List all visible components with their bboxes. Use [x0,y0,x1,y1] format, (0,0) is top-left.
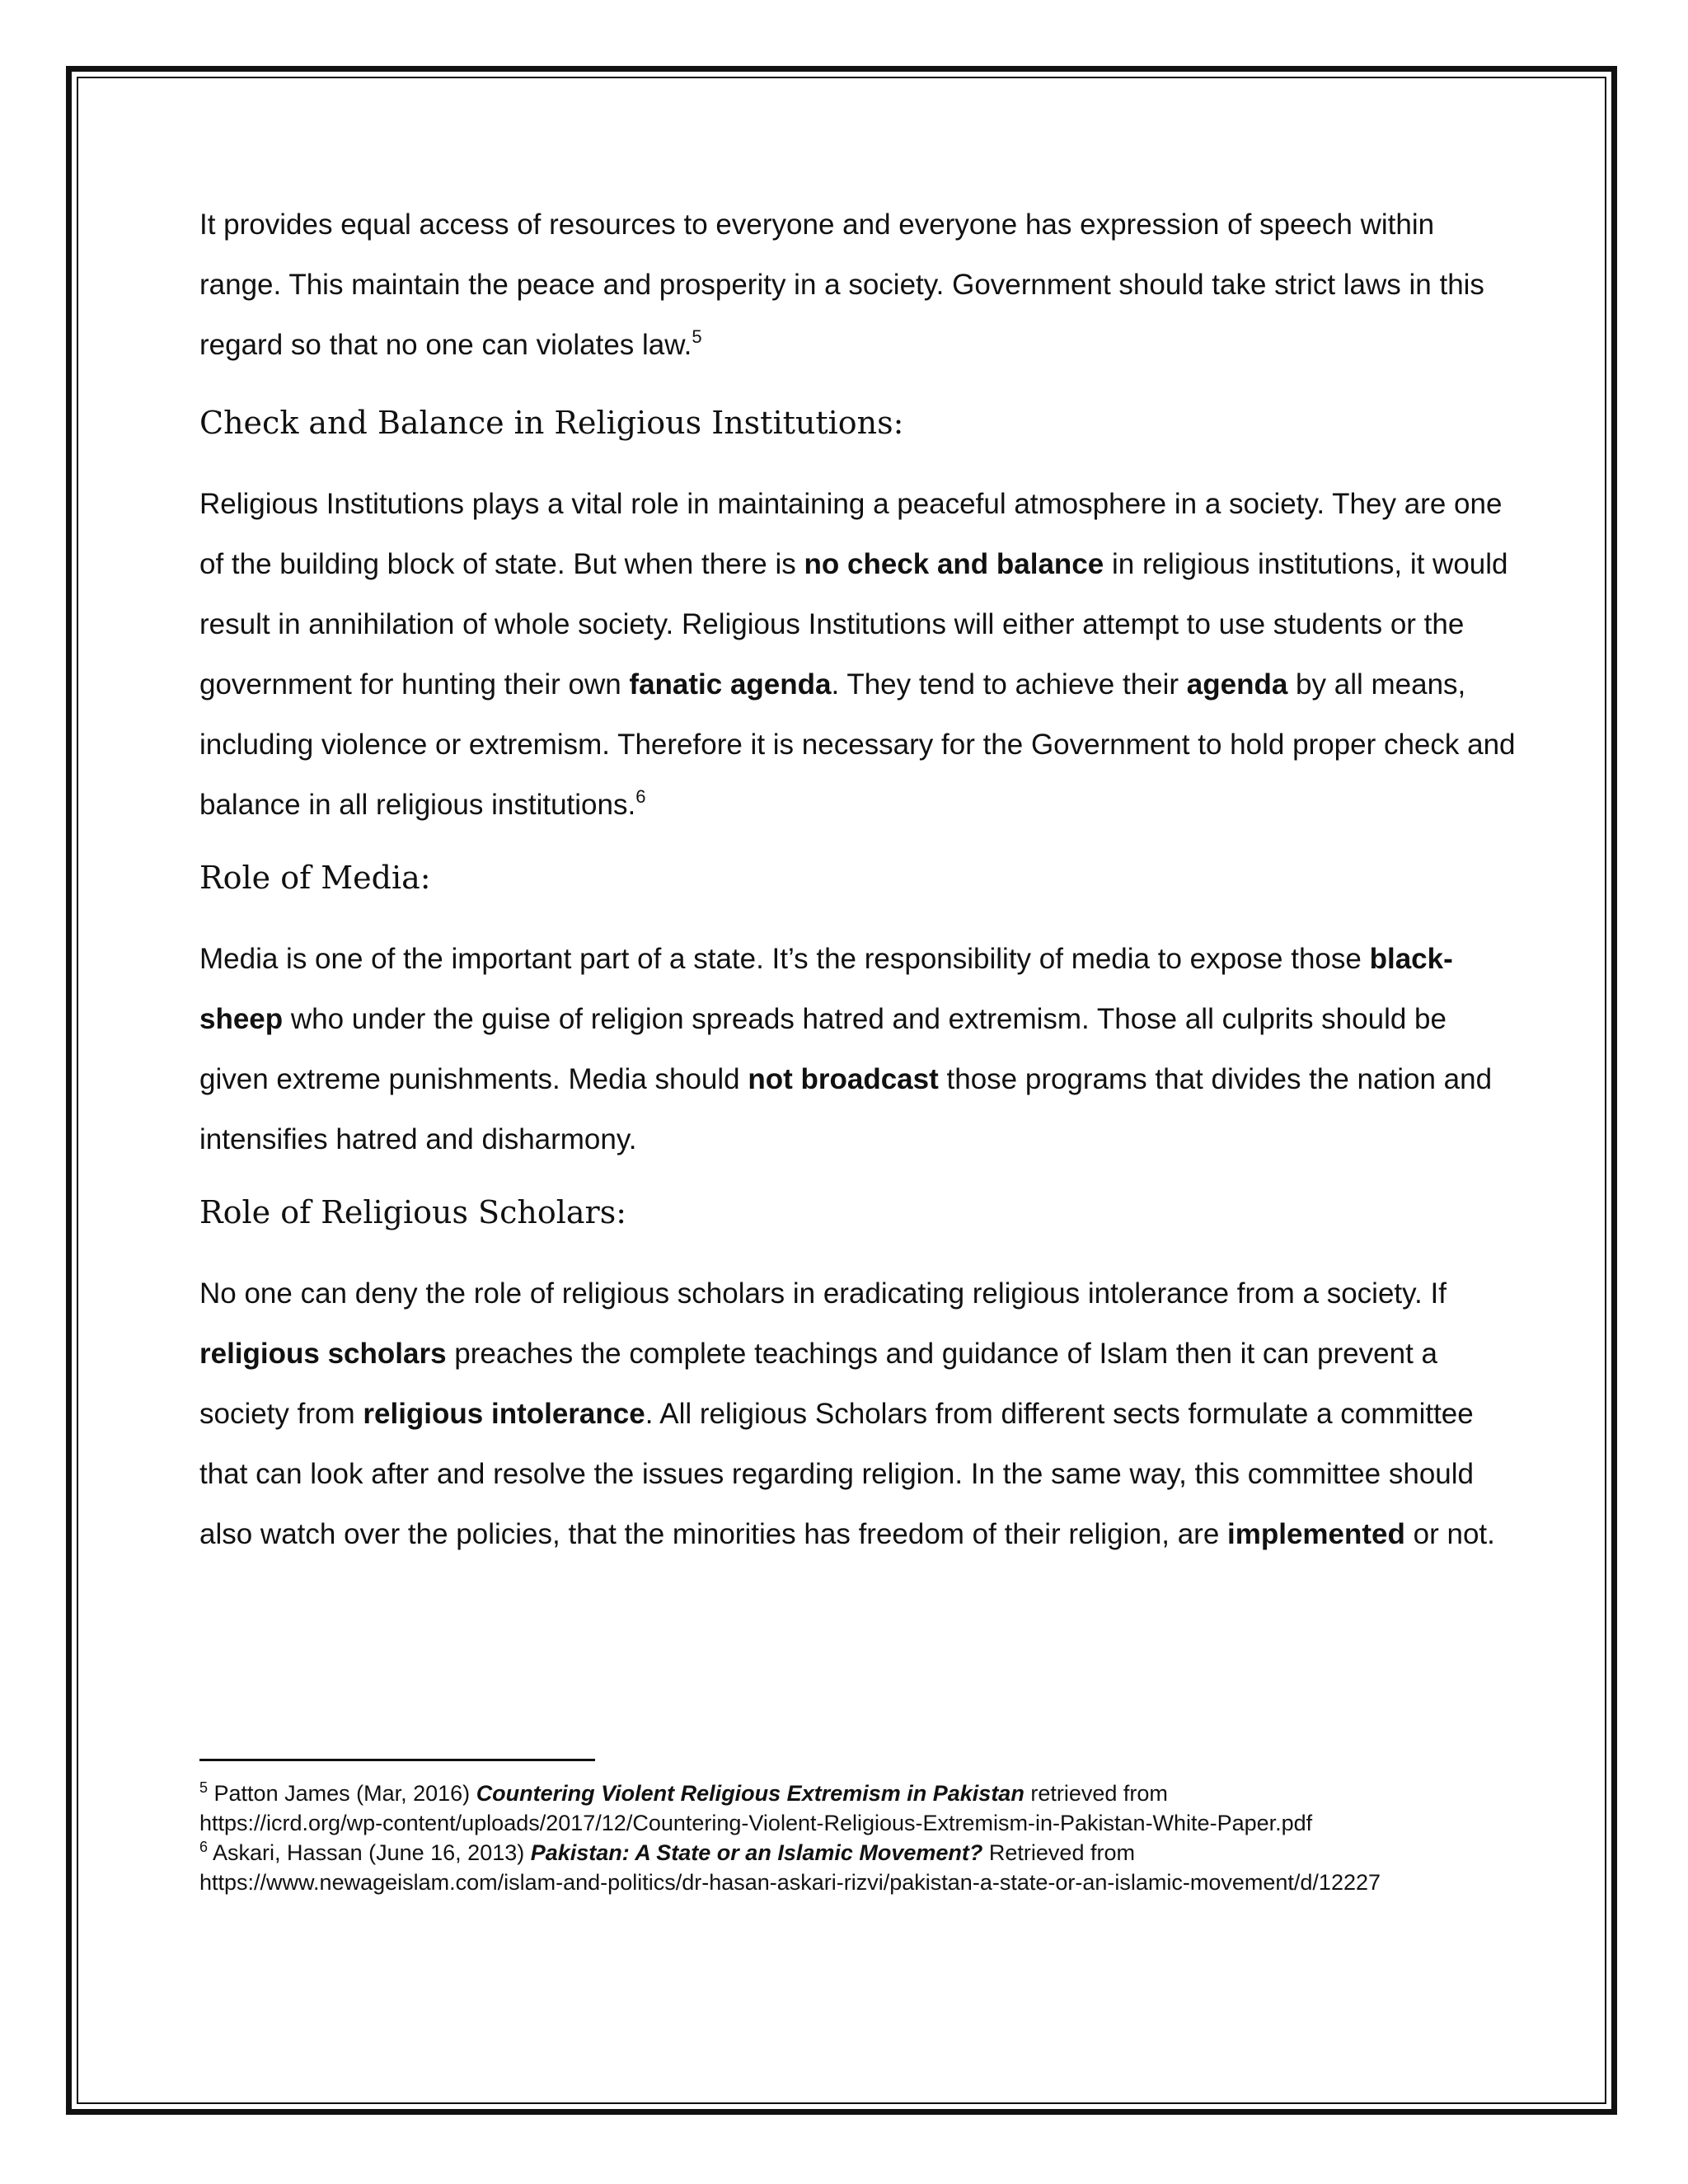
footnote-link[interactable]: https://www.newageislam.com/islam-and-politics/dr-hasan-askari-rizvi/pakistan-a-state-or-an-islamic-movement/d/12227 [199,1870,1381,1895]
footnote-ref-5[interactable]: 5 [692,326,702,347]
footnote-6 [199,1838,1436,1897]
bold-phrase: black-sheep [199,943,1453,1035]
media-paragraph [199,929,1518,1169]
section-heading-media: Role of Media: [199,860,431,896]
text-run: Media is one of the important part of a state. It’s the responsibility of media to expose those [199,943,1370,975]
bold-phrase: implemented [1227,1518,1405,1550]
religious-institutions-paragraph [199,474,1518,835]
footnote-retrieved: retrieved from [1024,1781,1168,1806]
footnote-ref-6[interactable]: 6 [635,786,646,807]
bold-phrase: agenda [1186,668,1288,701]
footnote-retrieved: Retrieved from [982,1840,1135,1865]
religious-scholars-paragraph [199,1263,1518,1564]
footnote-link[interactable]: https://icrd.org/wp-content/uploads/2017/12/Countering-Violent-Religious-Extremism-in-Pakistan-White-Paper.pdf [199,1811,1313,1835]
page-content [199,194,1518,1564]
text-run: who under the guise of religion spreads hatred and extremism. Those all culprits should be given extreme punishments. Media should [199,1003,1447,1095]
bold-phrase: not broadcast [748,1063,939,1095]
footnotes [199,1779,1436,1897]
section-heading-religious-scholars: Role of Religious Scholars: [199,1194,626,1230]
intro-text: It provides equal access of resources to everyone and everyone has expression of speech within range. This maintain the peace and prosperity in a society. Government should take strict laws in this regard so that no one can violates law. [199,209,1484,361]
footnote-author: Patton James (Mar, 2016) [213,1781,476,1806]
bold-phrase: no check and balance [804,548,1104,580]
bold-phrase: religious scholars [199,1338,447,1370]
footnote-separator [199,1759,595,1761]
footnote-number: 5 [199,1779,209,1796]
text-run: in religious institutions, it would result in annihilation of whole society. Religious Institutions will either attempt to use students or the government for hunting their own [199,548,1508,701]
bold-phrase: religious intolerance [363,1398,645,1430]
section-heading-religious-institutions: Check and Balance in Religious Institutions: [199,405,904,441]
text-run: No one can deny the role of religious scholars in eradicating religious intolerance from a society. If [199,1277,1447,1310]
footnote-title: Pakistan: A State or an Islamic Movement? [530,1840,983,1865]
text-run: . All religious Scholars from different sects formulate a committee that can look after and resolve the issues regarding religion. In the same way, this committee should also watch over the policies, that the minorities has freedom of their religion, are [199,1398,1474,1550]
text-run: or not. [1404,1518,1495,1550]
text-run: those programs that divides the nation and intensifies hatred and disharmony. [199,1063,1493,1155]
text-run: by all means, including violence or extremism. Therefore it is necessary for the Government to hold proper check and balance in all religious institutions. [199,668,1516,821]
footnote-5 [199,1779,1436,1838]
text-run: Religious Institutions plays a vital role in maintaining a peaceful atmosphere in a society. They are one of the building block of state. But when there is [199,488,1503,580]
footnote-number: 6 [199,1839,209,1855]
text-run: . They tend to achieve their [831,668,1187,701]
footnote-author: Askari, Hassan (June 16, 2013) [213,1840,531,1865]
intro-paragraph [199,194,1518,375]
bold-phrase: fanatic agenda [629,668,832,701]
footnote-title: Countering Violent Religious Extremism in Pakistan [476,1781,1025,1806]
text-run: preaches the complete teachings and guidance of Islam then it can prevent a society from [199,1338,1437,1430]
